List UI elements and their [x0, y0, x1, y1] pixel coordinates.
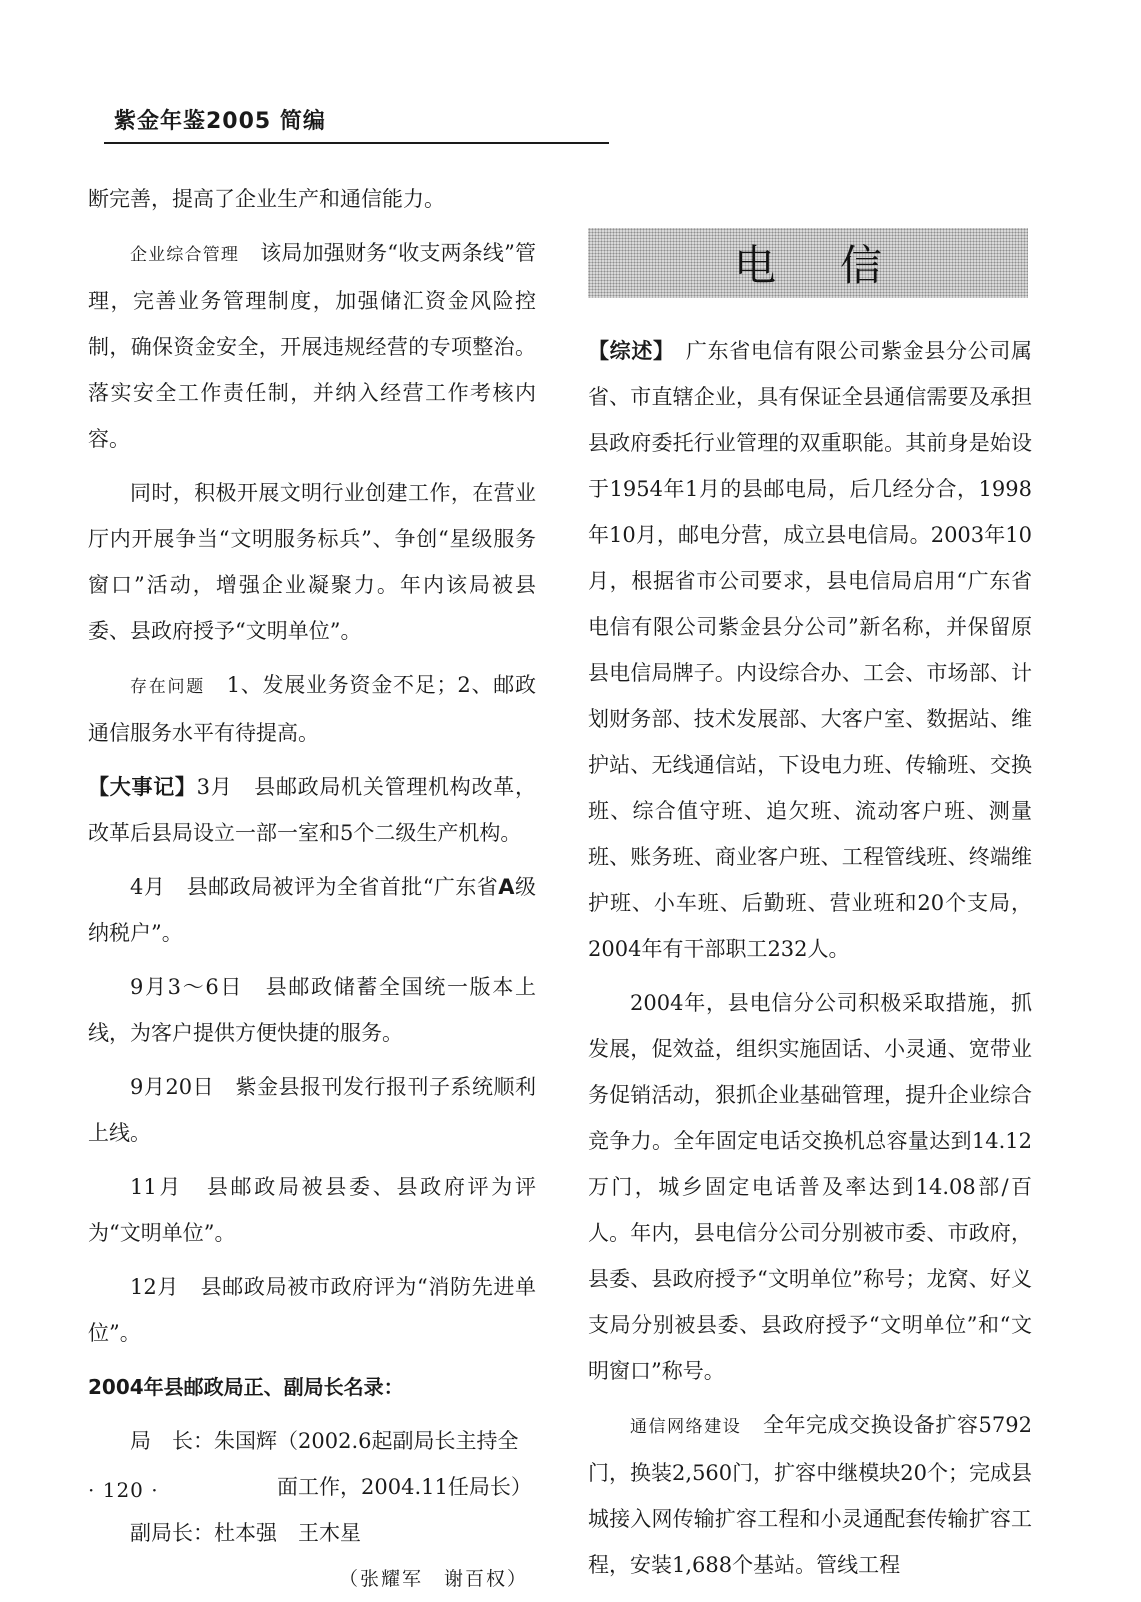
roster-deputy: 副局长：杜本强 王木星 — [130, 1521, 361, 1545]
header-rule — [104, 142, 609, 144]
section-title: 电信 — [733, 241, 946, 290]
mgmt-paragraph — [88, 230, 536, 462]
event-text: 3月 县邮政局机关管理机构改革，改革后县局设立一部一室和5个二级生产机构。 — [88, 775, 536, 845]
event-item — [88, 1064, 536, 1156]
subheading: 通信网络建设 — [630, 1417, 742, 1437]
paragraph-text: 同时，积极开展文明行业创建工作，在营业厅内开展争当“文明服务标兵”、争创“星级服务窗口”活动，增强企业凝聚力。年内该局被县委、县政府授予“文明单位”。 — [88, 481, 536, 643]
roster-director: 局 长：朱国辉（2002.6起副局长主持全 — [130, 1429, 519, 1453]
author-credit: （张耀军 谢百权） — [338, 1568, 528, 1590]
paragraph-text: 2004年，县电信分公司积极采取措施，抓发展，促效益，组织实施固话、小灵通、宽带业务促销活动，狠抓企业基础管理，提升企业综合竞争力。全年固定电话交换机总容量达到14.12万门，城乡固定电话普及率达到14.08部/百人。年内，县电信分公司分别被市委、市政府，县委、县政府授予“文明单位”称号；龙窝、好义支局分别被县委、县政府授予“文明单位”和“文明窗口”称号。 — [588, 991, 1032, 1383]
left-column — [88, 176, 536, 1602]
section-banner — [588, 228, 1028, 298]
event-item — [88, 764, 536, 856]
event-text: 4月 县邮政局被评为全省首批“广东省 — [130, 875, 499, 899]
paragraph-text: 广东省电信有限公司紫金县分公司属省、市直辖企业，具有保证全县通信需要及承担县政府委托行业管理的双重职能。其前身是始设于1954年1月的县邮电局，后几经分合，1998年10月，邮电分营，成立县电信局。2003年10月，根据省市公司要求，县电信局启用“广东省电信有限公司紫金县分公司”新名称，并保留原县电信局牌子。内设综合办、工会、市场部、计划财务部、技术发展部、大客户室、数据站、维护站、无线通信站，下设电力班、传输班、交换班、综合值守班、追欠班、流动客户班、测量班、账务班、商业客户班、工程管线班、终端维护班、小车班、后勤班、营业班和20个支局，2004年有干部职工232人。 — [588, 339, 1033, 961]
event-item — [88, 864, 536, 956]
book-title: 紫金年鉴2005 简编 — [114, 109, 326, 134]
event-text: 9月20日 紫金县报刊发行报刊子系统顺利上线。 — [88, 1075, 536, 1145]
event-item — [88, 1264, 536, 1356]
continued-paragraph — [88, 176, 536, 222]
subheading: 存在问题 — [130, 677, 205, 697]
network-paragraph — [588, 1402, 1032, 1588]
roster-director-cont: 面工作，2004.11任局长） — [277, 1475, 532, 1499]
event-item — [88, 964, 536, 1056]
event-text: 级纳税户”。 — [88, 875, 537, 945]
paragraph-text: 断完善，提高了企业生产和通信能力。 — [88, 187, 445, 211]
paragraph-text: 该局加强财务“收支两条线”管理，完善业务管理制度，加强储汇资金风险控制，确保资金安全，开展违规经营的专项整治。落实安全工作责任制，并纳入经营工作考核内容。 — [88, 241, 537, 451]
paragraph-text: 全年完成交换设备扩容5792门，换装2,560门，扩容中继模块20个；完成县城接入网传输扩容工程和小灵通配套传输扩容工程，安装1,688个基站。管线工程 — [588, 1413, 1032, 1577]
right-column — [588, 328, 1032, 1596]
section-label: 【综述】 — [588, 339, 665, 363]
event-text-bold: A — [498, 875, 515, 899]
event-text: 12月 县邮政局被市政府评为“消防先进单位”。 — [88, 1275, 536, 1345]
event-text: 11月 县邮政局被县委、县政府评为评为“文明单位”。 — [88, 1175, 536, 1245]
event-text: 9月3～6日 县邮政储蓄全国统一版本上线，为客户提供方便快捷的服务。 — [88, 975, 536, 1045]
issue-paragraph — [88, 662, 536, 756]
section-label: 【大事记】 — [88, 775, 197, 799]
results-paragraph — [588, 980, 1032, 1394]
paragraph-text: 1、发展业务资金不足；2、邮政通信服务水平有待提高。 — [88, 673, 537, 745]
running-header — [104, 106, 609, 144]
overview-paragraph — [588, 328, 1032, 972]
event-item — [88, 1164, 536, 1256]
roster-title: 2004年县邮政局正、副局长名录： — [88, 1375, 404, 1399]
civility-paragraph — [88, 470, 536, 654]
subheading: 企业综合管理 — [130, 245, 240, 265]
page-number: · 120 · — [88, 1478, 159, 1502]
